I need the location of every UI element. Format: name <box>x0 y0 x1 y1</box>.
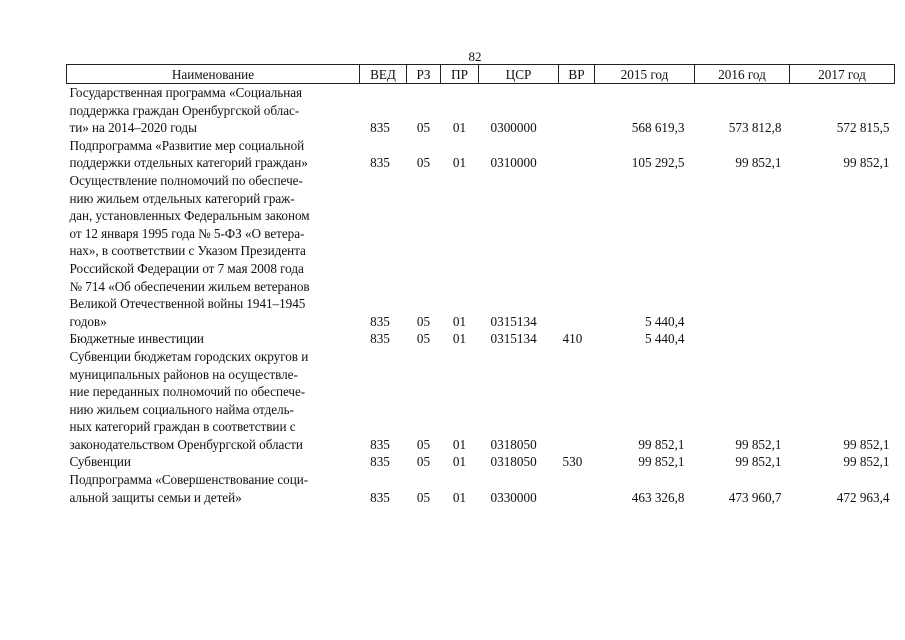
cell-ved: 835 <box>370 489 390 505</box>
header-2015: 2015 год <box>595 65 695 84</box>
cell-pr: 01 <box>452 313 467 329</box>
name-line: муниципальных районов на осуществле- <box>69 366 298 382</box>
page-number: 82 <box>468 49 482 64</box>
cell-2017: 99 852,1 <box>843 155 890 171</box>
table-row <box>67 137 895 172</box>
cell-rz: 05 <box>416 331 431 347</box>
cell-csr: 0330000 <box>490 489 537 505</box>
table-row <box>67 471 895 506</box>
cell-csr: 0318050 <box>490 454 537 470</box>
cell-pr: 01 <box>452 436 467 452</box>
budget-table <box>66 64 895 506</box>
name-line: нию жильем отдельных категорий граж- <box>69 190 295 206</box>
cell-ved: 835 <box>370 313 390 329</box>
cell-2015: 5 440,4 <box>644 331 685 347</box>
cell-2015: 99 852,1 <box>638 454 685 470</box>
name-line: ние переданных полномочий по обеспече- <box>69 384 306 400</box>
header-2016: 2016 год <box>695 65 790 84</box>
cell-csr: 0318050 <box>490 436 537 452</box>
name-line: Подпрограмма «Развитие мер социальной <box>69 137 305 153</box>
name-line: законодательством Оренбургской области <box>69 436 303 452</box>
name-line: нах», в соответствии с Указом Президента <box>69 243 306 259</box>
name-line: от 12 января 1995 года № 5-ФЗ «О ветера- <box>69 225 305 241</box>
cell-csr: 0310000 <box>490 155 537 171</box>
name-line: дан, установленных Федеральным законом <box>69 208 310 224</box>
header-ved: ВЕД <box>360 65 407 84</box>
cell-2017 <box>790 172 895 330</box>
name-line: Государственная программа «Социальная <box>69 85 303 100</box>
table-row <box>67 330 895 348</box>
cell-2015: 568 619,3 <box>631 120 685 136</box>
name-line: Субвенции бюджетам городских округов и <box>69 348 309 364</box>
cell-ved: 835 <box>370 155 390 171</box>
name-line: альной защиты семьи и детей» <box>69 489 242 505</box>
table-row <box>67 172 895 330</box>
cell-2016: 99 852,1 <box>735 155 782 171</box>
cell-2016: 573 812,8 <box>728 120 782 136</box>
table-row <box>67 453 895 471</box>
cell-rz: 05 <box>416 120 431 136</box>
name-line: годов» <box>69 313 107 329</box>
cell-ved: 835 <box>370 331 390 347</box>
cell-rz: 05 <box>416 436 431 452</box>
cell-name <box>67 172 360 330</box>
cell-vr <box>559 137 595 172</box>
name-line: поддержка граждан Оренбургской облас- <box>69 102 300 118</box>
cell-2017: 572 815,5 <box>836 120 890 136</box>
cell-2017: 472 963,4 <box>836 489 890 505</box>
header-vr: ВР <box>559 65 595 84</box>
cell-2016: 99 852,1 <box>735 454 782 470</box>
cell-name <box>67 137 360 172</box>
cell-ved: 835 <box>370 454 390 470</box>
name-line: ти» на 2014–2020 годы <box>69 120 197 136</box>
cell-2015: 5 440,4 <box>644 313 685 329</box>
cell-ved: 835 <box>370 436 390 452</box>
cell-vr: 410 <box>562 331 583 347</box>
cell-rz: 05 <box>416 454 431 470</box>
cell-rz: 05 <box>416 155 431 171</box>
cell-vr <box>559 471 595 506</box>
header-csr: ЦСР <box>479 65 559 84</box>
header-pr: ПР <box>441 65 479 84</box>
name-line: поддержки отдельных категорий граждан» <box>69 155 308 171</box>
cell-2015: 105 292,5 <box>631 155 685 171</box>
cell-2015: 99 852,1 <box>638 436 685 452</box>
cell-vr <box>559 172 595 330</box>
cell-2016 <box>695 330 790 348</box>
cell-2016: 99 852,1 <box>735 436 782 452</box>
cell-rz: 05 <box>416 313 431 329</box>
name-line: ных категорий граждан в соответствии с <box>69 419 296 435</box>
cell-csr: 0300000 <box>490 120 537 136</box>
header-row <box>67 65 895 84</box>
cell-pr: 01 <box>452 489 467 505</box>
cell-2015: 463 326,8 <box>631 489 685 505</box>
cell-rz: 05 <box>416 489 431 505</box>
header-2017: 2017 год <box>790 65 895 84</box>
cell-name <box>67 330 360 348</box>
cell-2017: 99 852,1 <box>843 436 890 452</box>
table-body <box>67 84 895 507</box>
table-row <box>67 84 895 137</box>
cell-2017 <box>790 330 895 348</box>
cell-vr: 530 <box>562 454 583 470</box>
name-line: Осуществление полномочий по обеспече- <box>69 172 303 188</box>
name-line: Российской Федерации от 7 мая 2008 года <box>69 260 304 276</box>
cell-pr: 01 <box>452 331 467 347</box>
cell-vr <box>559 348 595 454</box>
header-rz: РЗ <box>407 65 441 84</box>
cell-name <box>67 453 360 471</box>
cell-csr: 0315134 <box>490 331 537 347</box>
header-name: Наименование <box>67 65 360 84</box>
cell-pr: 01 <box>452 155 467 171</box>
name-line: Великой Отечественной войны 1941–1945 <box>69 296 306 312</box>
name-line: Субвенции <box>69 454 131 470</box>
name-line: № 714 «Об обеспечении жильем ветеранов <box>69 278 310 294</box>
cell-pr: 01 <box>452 120 467 136</box>
table-header <box>67 65 895 84</box>
cell-name <box>67 84 360 137</box>
cell-name <box>67 471 360 506</box>
cell-vr <box>559 84 595 137</box>
cell-ved: 835 <box>370 120 390 136</box>
cell-2016: 473 960,7 <box>728 489 782 505</box>
cell-csr: 0315134 <box>490 313 537 329</box>
cell-2016 <box>695 172 790 330</box>
cell-name <box>67 348 360 454</box>
cell-2017: 99 852,1 <box>843 454 890 470</box>
name-line: Бюджетные инвестиции <box>69 331 204 347</box>
cell-pr: 01 <box>452 454 467 470</box>
table-row <box>67 348 895 454</box>
name-line: Подпрограмма «Совершенствование соци- <box>69 472 309 488</box>
name-line: нию жильем социального найма отдель- <box>69 401 294 417</box>
